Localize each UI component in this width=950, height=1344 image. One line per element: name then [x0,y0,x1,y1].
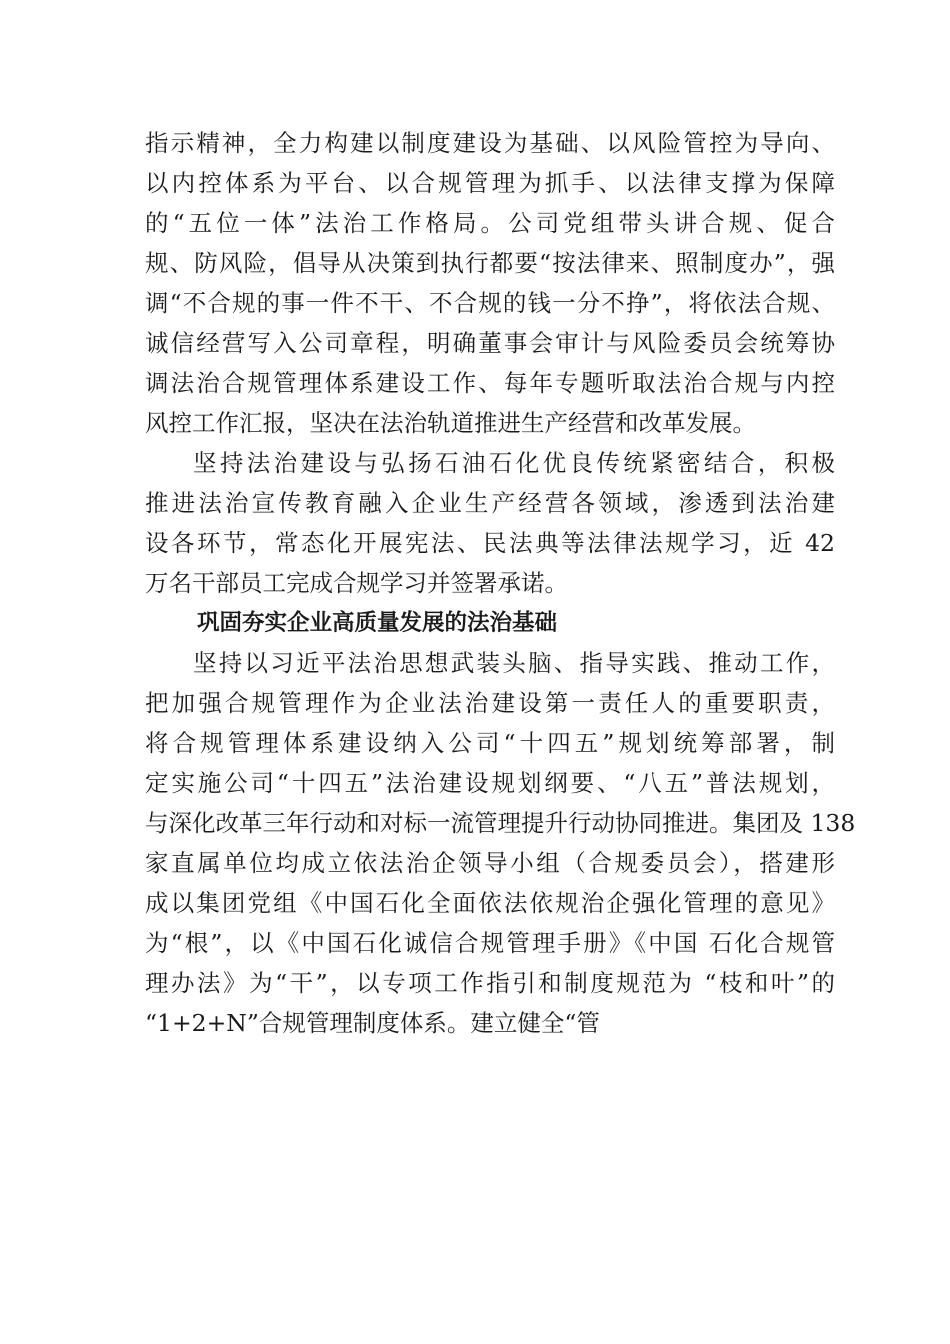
paragraph-line: 调“不合规的事一件不干、不合规的钱一分不挣”，将依法合规、 [145,289,835,317]
paragraph-line: 将合规管理体系建设纳入公司“十四五”规划统筹部署，制 [145,729,835,757]
paragraph-line: 理办法》为“干”，以专项工作指引和制度规范为 “枝和叶”的 [145,969,835,997]
paragraph-line: 坚持以习近平法治思想武装头脑、指导实践、推动工作， [193,649,835,677]
paragraph-line: 设各环节，常态化开展宪法、民法典等法律法规学习，近 42 [145,529,835,557]
paragraph-line: 家直属单位均成立依法治企领导小组（合规委员会），搭建形 [145,849,835,877]
paragraph-line: 指示精神，全力构建以制度建设为基础、以风险管控为导向、 [145,129,835,157]
paragraph-line: 为“根”，以《中国石化诚信合规管理手册》《中国 石化合规管 [145,929,835,957]
paragraph-line: “1+2+N”合规管理制度体系。建立健全“管 [145,1009,600,1037]
paragraph-line: 推进法治宣传教育融入企业生产经营各领域，渗透到法治建 [145,489,835,517]
paragraph-line: 把加强合规管理作为企业法治建设第一责任人的重要职责， [145,689,835,717]
paragraph-line: 成以集团党组《中国石化全面依法依规治企强化管理的意见》 [145,889,835,917]
paragraph-line: 以内控体系为平台、以合规管理为抓手、以法律支撑为保障 [145,169,835,197]
paragraph-line: 定实施公司“十四五”法治建设规划纲要、“八五”普法规划， [145,769,835,797]
section-heading: 巩固夯实企业高质量发展的法治基础 [197,610,558,636]
paragraph-line: 规、防风险，倡导从决策到执行都要“按法律来、照制度办”，强 [145,249,835,277]
paragraph-line: 调法治合规管理体系建设工作、每年专题听取法治合规与内控 [145,369,835,397]
document-body [145,123,856,1043]
paragraph-line: 坚持法治建设与弘扬石油石化优良传统紧密结合，积极 [193,449,835,477]
paragraph-line: 风控工作汇报，坚决在法治轨道推进生产经营和改革发展。 [145,409,756,437]
paragraph-line: 万名干部员工完成合规学习并签署承诺。 [145,569,568,597]
paragraph-line: 诚信经营写入公司章程，明确董事会审计与风险委员会统筹协 [145,329,835,357]
paragraph-line: 的“五位一体”法治工作格局。公司党组带头讲合规、促合 [145,209,835,237]
paragraph-line: 与深化改革三年行动和对标一流管理提升行动协同推进。集团及 138 [145,809,856,837]
